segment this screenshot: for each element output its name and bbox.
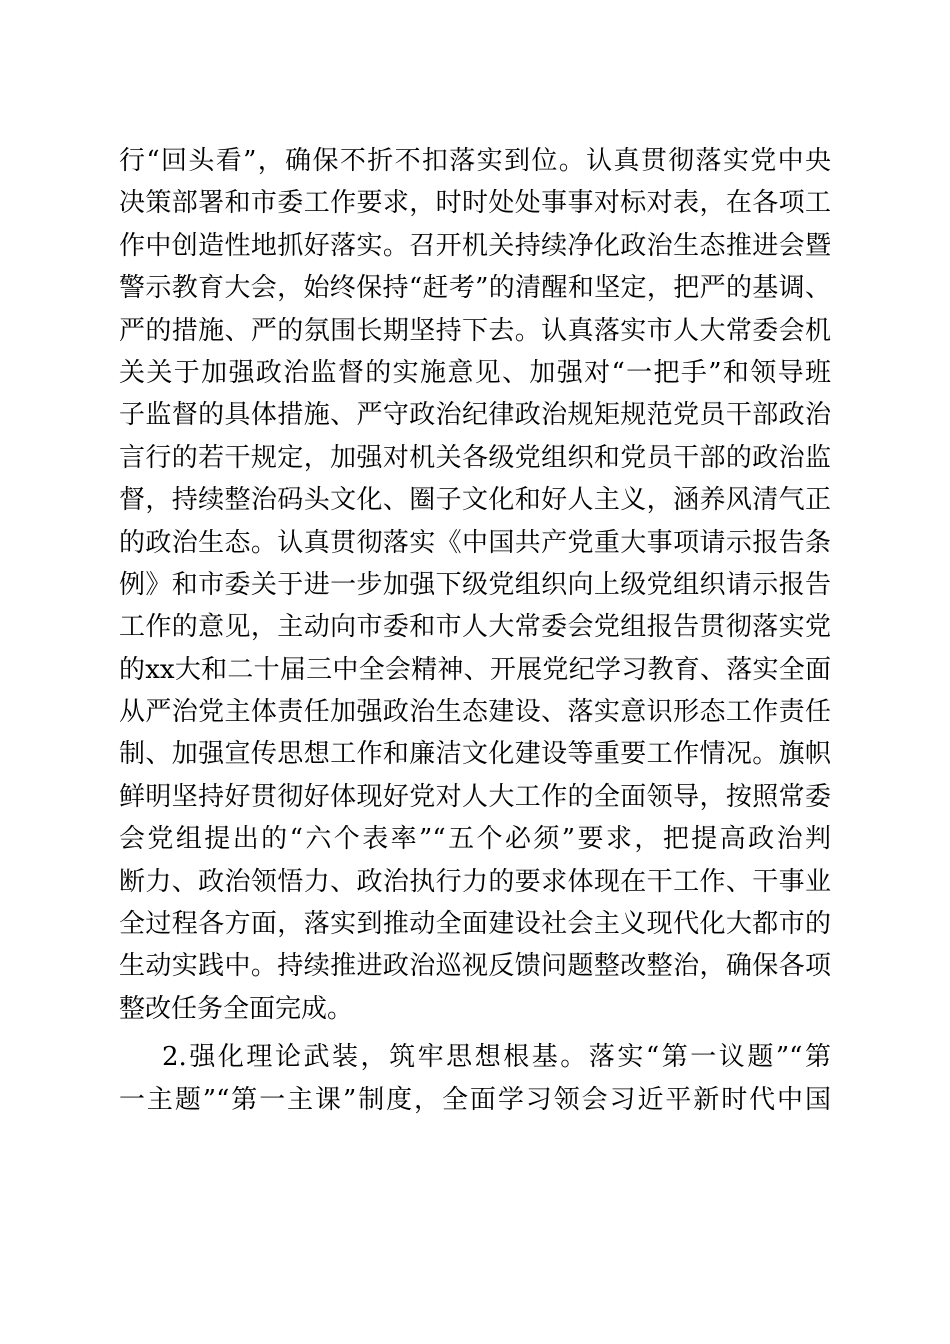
text-line: 言行的若干规定，加强对机关各级党组织和党员干部的政治监 bbox=[119, 442, 831, 473]
text-line: 全过程各方面，落实到推动全面建设社会主义现代化大都市的 bbox=[119, 909, 831, 940]
text-line: 2.强化理论武装，筑牢思想根基。落实“第一议题”“第 bbox=[162, 1042, 831, 1073]
text-line: 从严治党主体责任加强政治生态建设、落实意识形态工作责任 bbox=[119, 697, 831, 728]
text-line: 关关于加强政治监督的实施意见、加强对“一把手”和领导班 bbox=[119, 357, 831, 388]
text-line: 例》和市委关于进一步加强下级党组织向上级党组织请示报告 bbox=[119, 569, 831, 600]
text-line: 制、加强宣传思想工作和廉洁文化建设等重要工作情况。旗帜 bbox=[119, 739, 831, 770]
text-line: 子监督的具体措施、严守政治纪律政治规矩规范党员干部政治 bbox=[119, 400, 831, 431]
text-line: 严的措施、严的氛围长期坚持下去。认真落实市人大常委会机 bbox=[119, 315, 831, 346]
text-line: 作中创造性地抓好落实。召开机关持续净化政治生态推进会暨 bbox=[119, 230, 831, 261]
text-line: 的政治生态。认真贯彻落实《中国共产党重大事项请示报告条 bbox=[119, 527, 831, 558]
text-line: 生动实践中。持续推进政治巡视反馈问题整改整治，确保各项 bbox=[119, 951, 831, 982]
text-line: 断力、政治领悟力、政治执行力的要求体现在干工作、干事业 bbox=[119, 866, 831, 897]
paragraph-2 bbox=[119, 1036, 831, 1121]
text-line: 行“回头看”，确保不折不扣落实到位。认真贯彻落实党中央 bbox=[119, 146, 831, 176]
text-line: 会党组提出的“六个表率”“五个必须”要求，把提高政治判 bbox=[119, 824, 831, 855]
text-line: 一主题”“第一主课”制度，全面学习领会习近平新时代中国 bbox=[119, 1084, 831, 1115]
body-text bbox=[119, 140, 831, 1121]
text-line: 鲜明坚持好贯彻好体现好党对人大工作的全面领导，按照常委 bbox=[119, 781, 831, 812]
text-line: 工作的意见，主动向市委和市人大常委会党组报告贯彻落实党 bbox=[119, 612, 831, 643]
text-line: 警示教育大会，始终保持“赶考”的清醒和坚定，把严的基调、 bbox=[119, 273, 831, 304]
text-line: 整改任务全面完成。 bbox=[119, 993, 354, 1024]
text-line: 的xx大和二十届三中全会精神、开展党纪学习教育、落实全面 bbox=[119, 654, 831, 685]
paragraph-1 bbox=[119, 140, 831, 1030]
text-line: 督，持续整治码头文化、圈子文化和好人主义，涵养风清气正 bbox=[119, 485, 831, 516]
text-line: 决策部署和市委工作要求，时时处处事事对标对表，在各项工 bbox=[119, 188, 831, 219]
